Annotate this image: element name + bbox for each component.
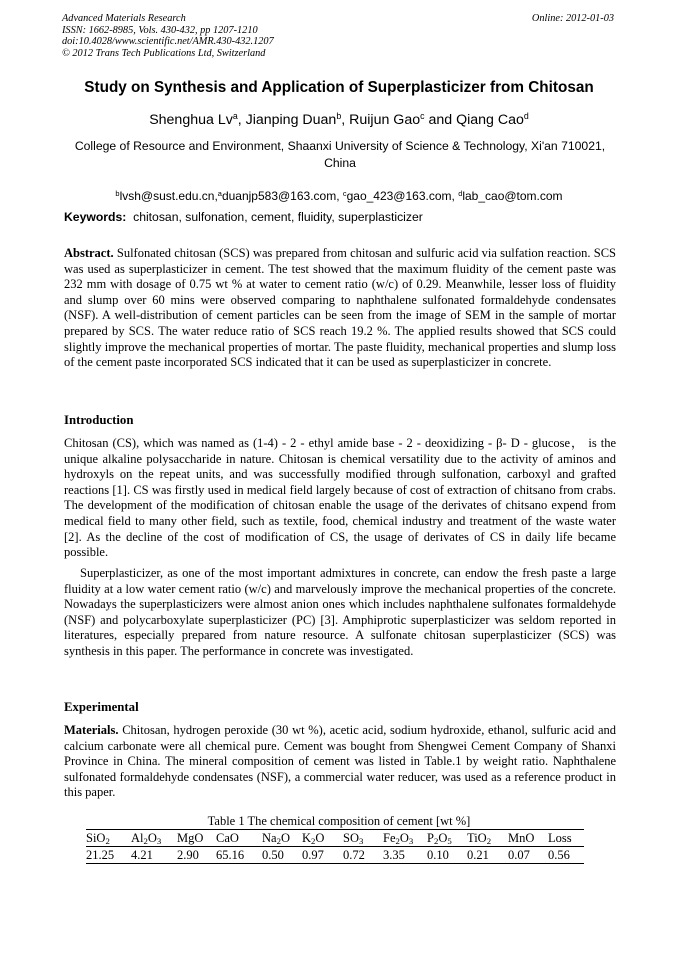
materials-label: Materials. [64, 723, 119, 737]
abstract-label: Abstract. [64, 246, 114, 260]
materials-text: Chitosan, hydrogen peroxide (30 wt %), acetic acid, sodium hydroxide, ethanol, sulfuric acid and calcium carbonate were all chemical pure. Cement was bought from Shengwei Cement Company of Shanxi Province in China. The mineral composition of cement was listed in Table.1 by weight ratio. Naphthalene sulfonated formaldehyde condensates (NSF), a commercial water reducer, was used as a reference product in this paper. [64, 723, 617, 800]
table-header-cell: Loss [548, 830, 584, 847]
journal-header [62, 13, 274, 59]
email-address[interactable]: gao_423@163.com, [346, 189, 459, 203]
table-header-cell: SiO$_2$ [86, 830, 131, 847]
doi-line: doi:10.4028/www.scientific.net/AMR.430-432.1207 [62, 36, 274, 48]
email-address[interactable]: duanjp583@163.com, [221, 189, 343, 203]
table-cell: 0.50 [262, 847, 302, 864]
table-cell: 2.90 [177, 847, 216, 864]
author-list [0, 112, 678, 128]
table-caption: Table 1 The chemical composition of cement [wt %] [207, 814, 471, 828]
table-cell: 4.21 [131, 847, 177, 864]
table-cell: 21.25 [86, 847, 131, 864]
author-affil-mark: b [336, 111, 342, 122]
author-name: Qiang Cao [456, 112, 524, 128]
author-affil-mark: d [523, 111, 529, 122]
author-separator: , [341, 112, 350, 128]
paper-title: Study on Synthesis and Application of Superplasticizer from Chitosan [84, 79, 594, 96]
author-name: Ruijun Gao [349, 112, 421, 128]
abstract-text: Sulfonated chitosan (SCS) was prepared from chitosan and sulfuric acid via sulfation reaction. SCS was used as superplasticizer in cement. The test showed that the maximum fluidity of the cement paste was 232 mm with dosage of 0.75 wt % at water to cement ratio (w/c) of 0.29. Meanwhile, lesser loss of fluidity and slump over 60 mins were observed comparing to naphthalene sulfonated formaldehyde condensates (NSF). A well-distribution of cement particles can be seen from the image of SEM in the sample of mortar prepared by SCS. The water reduce ratio of SCS reach 19.2 %. The applied results showed that SCS could slightly improve the mechanical properties of mortar. The paste fluidity, mechanical properties and slump loss of the cement paste incorporated SCS indicated that it can be used as superplasticizer in concrete. [64, 246, 616, 370]
author-separator: , [237, 112, 246, 128]
email-address[interactable]: lab_cao@tom.com [462, 189, 563, 203]
introduction-paragraph-2: Superplasticizer, as one of the most important admixtures in concrete, can endow the fresh paste a large fluidity at a low water cement ratio (w/c) and marvelously improve the mechanical properties of the concrete. Nowadays the superplasticizers were almost anion ones which includes naphthalene sulfonates formaldehyde (NSF) and polycarboxylate superplasticizer (PC) [3]. Amphiprotic superplasticizer was seldom reported in literatures, especially prepared from nature resource. A sulfonate chitosan superplasticizer (SCS) was synthesis in this paper. The performance in concrete was investigated. [64, 566, 616, 658]
keywords-text: chitosan, sulfonation, cement, fluidity, superplasticizer [133, 210, 423, 224]
keywords [64, 210, 423, 224]
table-header-cell: MnO [508, 830, 548, 847]
journal-name: Advanced Materials Research [62, 13, 186, 24]
table-header-cell: $Na_2O$ [262, 830, 302, 847]
table-cell: 0.10 [427, 847, 467, 864]
table-header-cell: $K_2O$ [302, 830, 343, 847]
materials-paragraph [64, 723, 616, 801]
email-mark: d [458, 188, 463, 198]
affiliation: College of Resource and Environment, Shaanxi University of Science & Technology, Xi'an 710021, China [74, 139, 606, 170]
table-header-cell: $Al_2O_3$ [131, 830, 177, 847]
keywords-label: Keywords: [64, 210, 127, 224]
table-cell: 65.16 [216, 847, 262, 864]
section-heading-experimental: Experimental [64, 700, 139, 714]
issn-line: ISSN: 1662-8985, Vols. 430-432, pp 1207-1210 [62, 24, 258, 36]
copyright-line: © 2012 Trans Tech Publications Ltd, Switzerland [62, 47, 266, 59]
table-cell: 0.56 [548, 847, 584, 864]
table-cell: 3.35 [383, 847, 427, 864]
email-mark: a [217, 188, 222, 198]
composition-table [86, 829, 584, 864]
table-cell: 0.21 [467, 847, 508, 864]
introduction-paragraph-1: Chitosan (CS), which was named as (1-4) - 2 - ethyl amide base - 2 - deoxidizing - β- D - glucose， is the unique alkaline polysaccharide in nature. Chitosan is chemical versatility due to the activity of aminos and hydroxyls on the repeat units, and was successfully modified through sulfonation, carboxyl and grafted reactions [1]. CS was firstly used in medical field largely because of cost of extraction of chitsano from crabs. The development of the modification of chitosan enable the usage of the derivates of chitsano expend from medical field to many other field, such as textile, food, chemical industry and treatment of the waste water [2]. As the decline of the cost of modification of CS, the usage of derivates of CS in daily life became possible. [64, 436, 616, 560]
author-affil-mark: c [420, 111, 425, 122]
table-header-cell: CaO [216, 830, 262, 847]
author-and: and [424, 112, 457, 128]
table-cell: 0.97 [302, 847, 343, 864]
author-name: Shenghua Lv [149, 112, 233, 128]
table-header-cell: $P_2O_5$ [427, 830, 467, 847]
table-header-row [86, 830, 584, 847]
table-header-cell: $SO_3$ [343, 830, 383, 847]
email-mark: b [115, 188, 120, 198]
email-mark: c [342, 188, 347, 198]
email-address[interactable]: lvsh@sust.edu.cn, [119, 189, 218, 203]
section-heading-introduction: Introduction [64, 413, 134, 427]
abstract [64, 246, 616, 371]
table-header-cell: $Fe_2O_3$ [383, 830, 427, 847]
author-name: Jianping Duan [245, 112, 337, 128]
table-header-cell: MgO [177, 830, 216, 847]
table-cell: 0.07 [508, 847, 548, 864]
author-affil-mark: a [232, 111, 238, 122]
table-header-cell: TiO$_2$ [467, 830, 508, 847]
table-row [86, 847, 584, 864]
online-date: Online: 2012-01-03 [531, 13, 614, 24]
table-cell: 0.72 [343, 847, 383, 864]
